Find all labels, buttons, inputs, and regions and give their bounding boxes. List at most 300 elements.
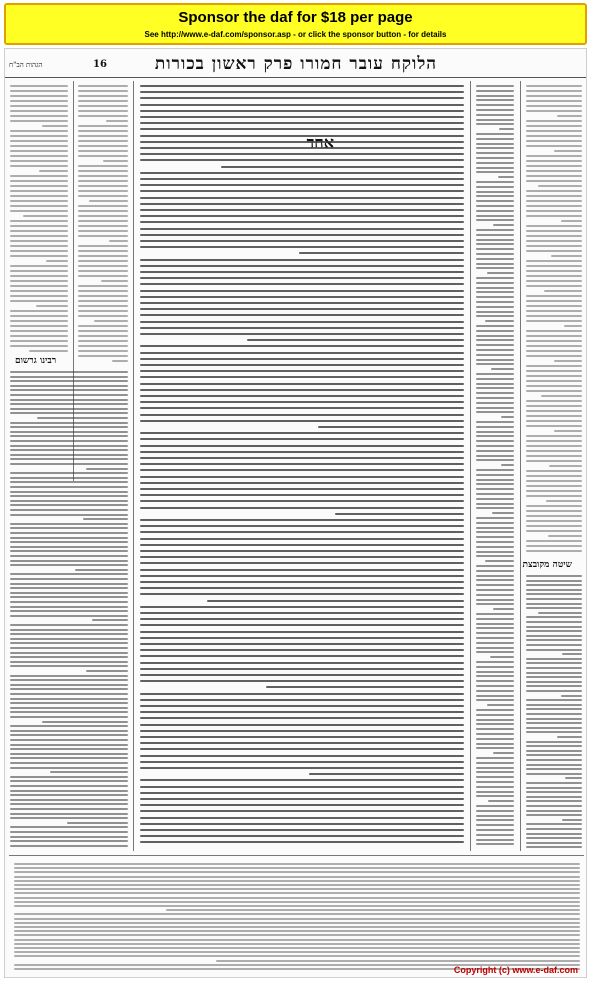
text-line [10,500,128,502]
text-line [476,680,514,682]
text-line [10,601,128,603]
text-line [140,668,464,670]
text-line [140,581,464,583]
text-line [526,644,582,646]
text-line [78,355,128,357]
text-line [78,125,128,127]
text-line [140,798,464,800]
text-line [526,415,582,417]
text-line [140,835,464,837]
text-line [140,755,464,757]
text-line [10,698,128,700]
text-line [526,460,582,462]
text-line [140,680,464,682]
text-line [526,731,582,733]
text-line [10,684,128,686]
text-line [476,123,514,125]
text-line [140,587,464,589]
text-line [526,215,582,217]
text-line [476,282,514,284]
text-line [561,695,582,697]
text-line [10,300,68,302]
text-line [140,544,464,546]
text-line [10,537,128,539]
text-line [140,234,464,236]
text-line [14,897,580,899]
text-line [476,599,514,601]
text-line [562,653,582,655]
text-line [46,260,68,262]
text-line [526,380,582,382]
text-line [78,330,128,332]
text-line [554,360,582,362]
text-line [10,707,128,709]
text-line [140,786,464,788]
text-line [476,455,514,457]
text-line [78,245,128,247]
text-line [476,440,514,442]
text-line [476,767,514,769]
text-line [10,546,128,548]
text-line [78,340,128,342]
text-line [140,104,464,106]
text-line [476,757,514,759]
text-line [10,270,68,272]
text-line [86,670,128,672]
text-line [10,652,128,654]
text-line [10,661,128,663]
text-line [10,426,128,428]
text-line [140,618,464,620]
text-line [140,153,464,155]
text-line [10,190,68,192]
text-line [10,195,68,197]
text-line [10,376,128,378]
text-line [10,330,68,332]
text-line [10,275,68,277]
text-line [526,400,582,402]
text-line [140,445,464,447]
text-line [78,210,128,212]
text-line [476,493,514,495]
text-line [10,757,128,759]
text-line [78,130,128,132]
text-line [29,350,68,352]
text-line [476,786,514,788]
text-line [10,550,128,552]
shita-mekubetzet-column [525,573,583,849]
text-line [526,470,582,472]
text-line [538,185,582,187]
text-line [10,315,68,317]
text-line [526,545,582,547]
text-line [10,624,128,626]
text-line [10,394,128,396]
text-line [526,320,582,322]
text-line [526,230,582,232]
text-line [10,150,68,152]
text-line [476,762,514,764]
text-line [10,776,128,778]
text-line [78,100,128,102]
text-line [140,172,464,174]
text-line [501,416,514,418]
text-line [10,477,128,479]
text-line [78,165,128,167]
text-line [526,530,582,532]
text-line [140,240,464,242]
text-line [476,335,514,337]
text-line [140,395,464,397]
text-line [221,166,464,168]
text-line [526,100,582,102]
text-line [526,155,582,157]
text-line [476,805,514,807]
text-line [78,105,128,107]
text-line [526,768,582,770]
text-line [476,200,514,202]
text-line [476,839,514,841]
text-line [476,243,514,245]
text-line [526,550,582,552]
mesoret-column [525,83,583,553]
text-line [39,170,68,172]
text-line [526,718,582,720]
text-line [140,432,464,434]
text-line [526,340,582,342]
text-line [140,203,464,205]
text-line [476,738,514,740]
text-line [476,603,514,605]
text-line [10,527,128,529]
text-line [103,160,128,162]
text-line [476,311,514,313]
text-line [554,430,582,432]
text-line [526,837,582,839]
text-line [10,753,128,755]
text-line [476,551,514,553]
text-line [476,186,514,188]
text-line [476,819,514,821]
tosafot-column [77,83,129,363]
text-line [140,804,464,806]
text-line [140,389,464,391]
text-line [526,662,582,664]
text-line [526,475,582,477]
text-line [75,569,128,571]
text-line [10,280,68,282]
text-line [476,143,514,145]
text-line [94,320,128,322]
text-line [10,380,128,382]
text-line [140,345,464,347]
text-line [476,522,514,524]
text-line [476,267,514,269]
text-line [476,771,514,773]
text-line [526,175,582,177]
text-line [526,722,582,724]
text-line [140,637,464,639]
shita-mekubetzet-label: שיטה מקובצת [522,560,572,570]
text-line [140,606,464,608]
text-line [538,612,582,614]
text-line [476,781,514,783]
text-line [78,295,128,297]
text-line [476,469,514,471]
text-line [476,277,514,279]
text-line [476,685,514,687]
text-line [476,138,514,140]
text-line [78,90,128,92]
text-line [493,608,514,610]
text-line [476,795,514,797]
text-line [476,210,514,212]
text-line [14,905,580,907]
text-line [10,389,128,391]
text-line [476,339,514,341]
text-line [526,810,582,812]
text-line [476,306,514,308]
text-line [140,556,464,558]
text-line [78,135,128,137]
text-line [140,128,464,130]
text-line [10,160,68,162]
text-line [526,681,582,683]
text-line [140,662,464,664]
text-line [10,578,128,580]
text-line [14,884,580,886]
rabbenu-gershom-column [9,369,129,849]
text-line [140,135,464,137]
text-line [526,510,582,512]
text-line [14,867,580,869]
text-line [83,518,128,520]
text-line [10,435,128,437]
text-line [549,465,582,467]
text-line [526,708,582,710]
text-line [78,300,128,302]
text-line [10,514,128,516]
text-line [526,310,582,312]
text-line [526,205,582,207]
text-line [140,364,464,366]
text-line [526,300,582,302]
text-line [498,176,514,178]
text-line [493,752,514,754]
text-line [476,445,514,447]
text-line [526,791,582,793]
text-line [526,180,582,182]
text-line [140,438,464,440]
text-line [541,395,582,397]
text-line [526,676,582,678]
text-line [526,225,582,227]
text-line [485,320,514,322]
text-line [561,220,582,222]
text-line [476,229,514,231]
text-line [10,431,128,433]
text-line [476,119,514,121]
text-line [10,454,128,456]
text-line [526,455,582,457]
text-line [140,376,464,378]
text-line [476,594,514,596]
text-line [140,507,464,509]
text-line [526,833,582,835]
text-line [140,302,464,304]
text-line [526,200,582,202]
text-line [78,95,128,97]
text-line [476,728,514,730]
footnotes-block [13,861,581,971]
text-line [78,185,128,187]
text-line [140,631,464,633]
text-line [14,918,580,920]
text-line [10,606,128,608]
text-line [476,503,514,505]
text-line [10,790,128,792]
text-line [10,481,128,483]
text-line [476,498,514,500]
text-line [78,230,128,232]
text-line [10,463,128,465]
text-line [140,327,464,329]
text-line [140,141,464,143]
text-line [10,325,68,327]
text-line [140,649,464,651]
text-line [10,175,68,177]
text-line [10,345,68,347]
text-line [476,359,514,361]
text-line [476,171,514,173]
text-line [476,536,514,538]
text-line [10,725,128,727]
text-line [526,435,582,437]
text-line [526,335,582,337]
text-line [526,125,582,127]
text-line [548,535,582,537]
text-line [140,476,464,478]
text-line [140,699,464,701]
text-line [14,892,580,894]
text-line [476,421,514,423]
text-line [476,747,514,749]
text-line [140,290,464,292]
text-line [140,736,464,738]
text-line [14,922,580,924]
text-line [78,180,128,182]
text-line [92,619,128,621]
text-line [476,483,514,485]
text-line [476,829,514,831]
text-line [476,531,514,533]
text-line [10,748,128,750]
text-line [526,814,582,816]
text-line [499,128,514,130]
text-line [140,221,464,223]
text-line [526,764,582,766]
text-line [476,147,514,149]
text-line [476,383,514,385]
text-line [10,100,68,102]
text-line [10,739,128,741]
text-line [10,235,68,237]
text-line [50,771,128,773]
sponsor-banner[interactable] [4,3,587,45]
text-line [476,517,514,519]
text-line [476,378,514,380]
text-line [10,165,68,167]
text-line [140,271,464,273]
text-line [476,642,514,644]
text-line [526,130,582,132]
text-line [476,618,514,620]
text-line [10,845,128,847]
text-line [526,265,582,267]
text-line [476,239,514,241]
page-number: 16 [93,59,107,70]
text-line [476,407,514,409]
text-line [140,655,464,657]
text-line [10,135,68,137]
text-line [485,560,514,562]
text-line [42,721,128,723]
text-line [526,425,582,427]
text-line [10,767,128,769]
text-line [10,647,128,649]
text-line [10,817,128,819]
text-line [526,685,582,687]
text-line [140,401,464,403]
text-line [526,250,582,252]
text-line [140,463,464,465]
text-line [476,114,514,116]
text-line [526,405,582,407]
text-line [140,277,464,279]
text-line [14,913,580,915]
text-line [10,803,128,805]
text-line [526,275,582,277]
text-line [526,621,582,623]
text-line [526,375,582,377]
text-line [526,120,582,122]
text-line [487,272,514,274]
text-line [526,630,582,632]
text-line [140,110,464,112]
text-line [10,716,128,718]
text-line [10,225,68,227]
text-line [476,349,514,351]
text-line [10,85,68,87]
text-line [78,225,128,227]
text-line [526,842,582,844]
text-line [526,140,582,142]
text-line [476,109,514,111]
text-line [526,773,582,775]
text-line [140,407,464,409]
text-line [526,805,582,807]
text-line [492,512,514,514]
text-line [140,451,464,453]
text-line [526,330,582,332]
text-line [140,761,464,763]
text-line [476,248,514,250]
text-line [10,592,128,594]
text-line [526,350,582,352]
text-line [476,709,514,711]
text-line [526,160,582,162]
text-line [10,449,128,451]
